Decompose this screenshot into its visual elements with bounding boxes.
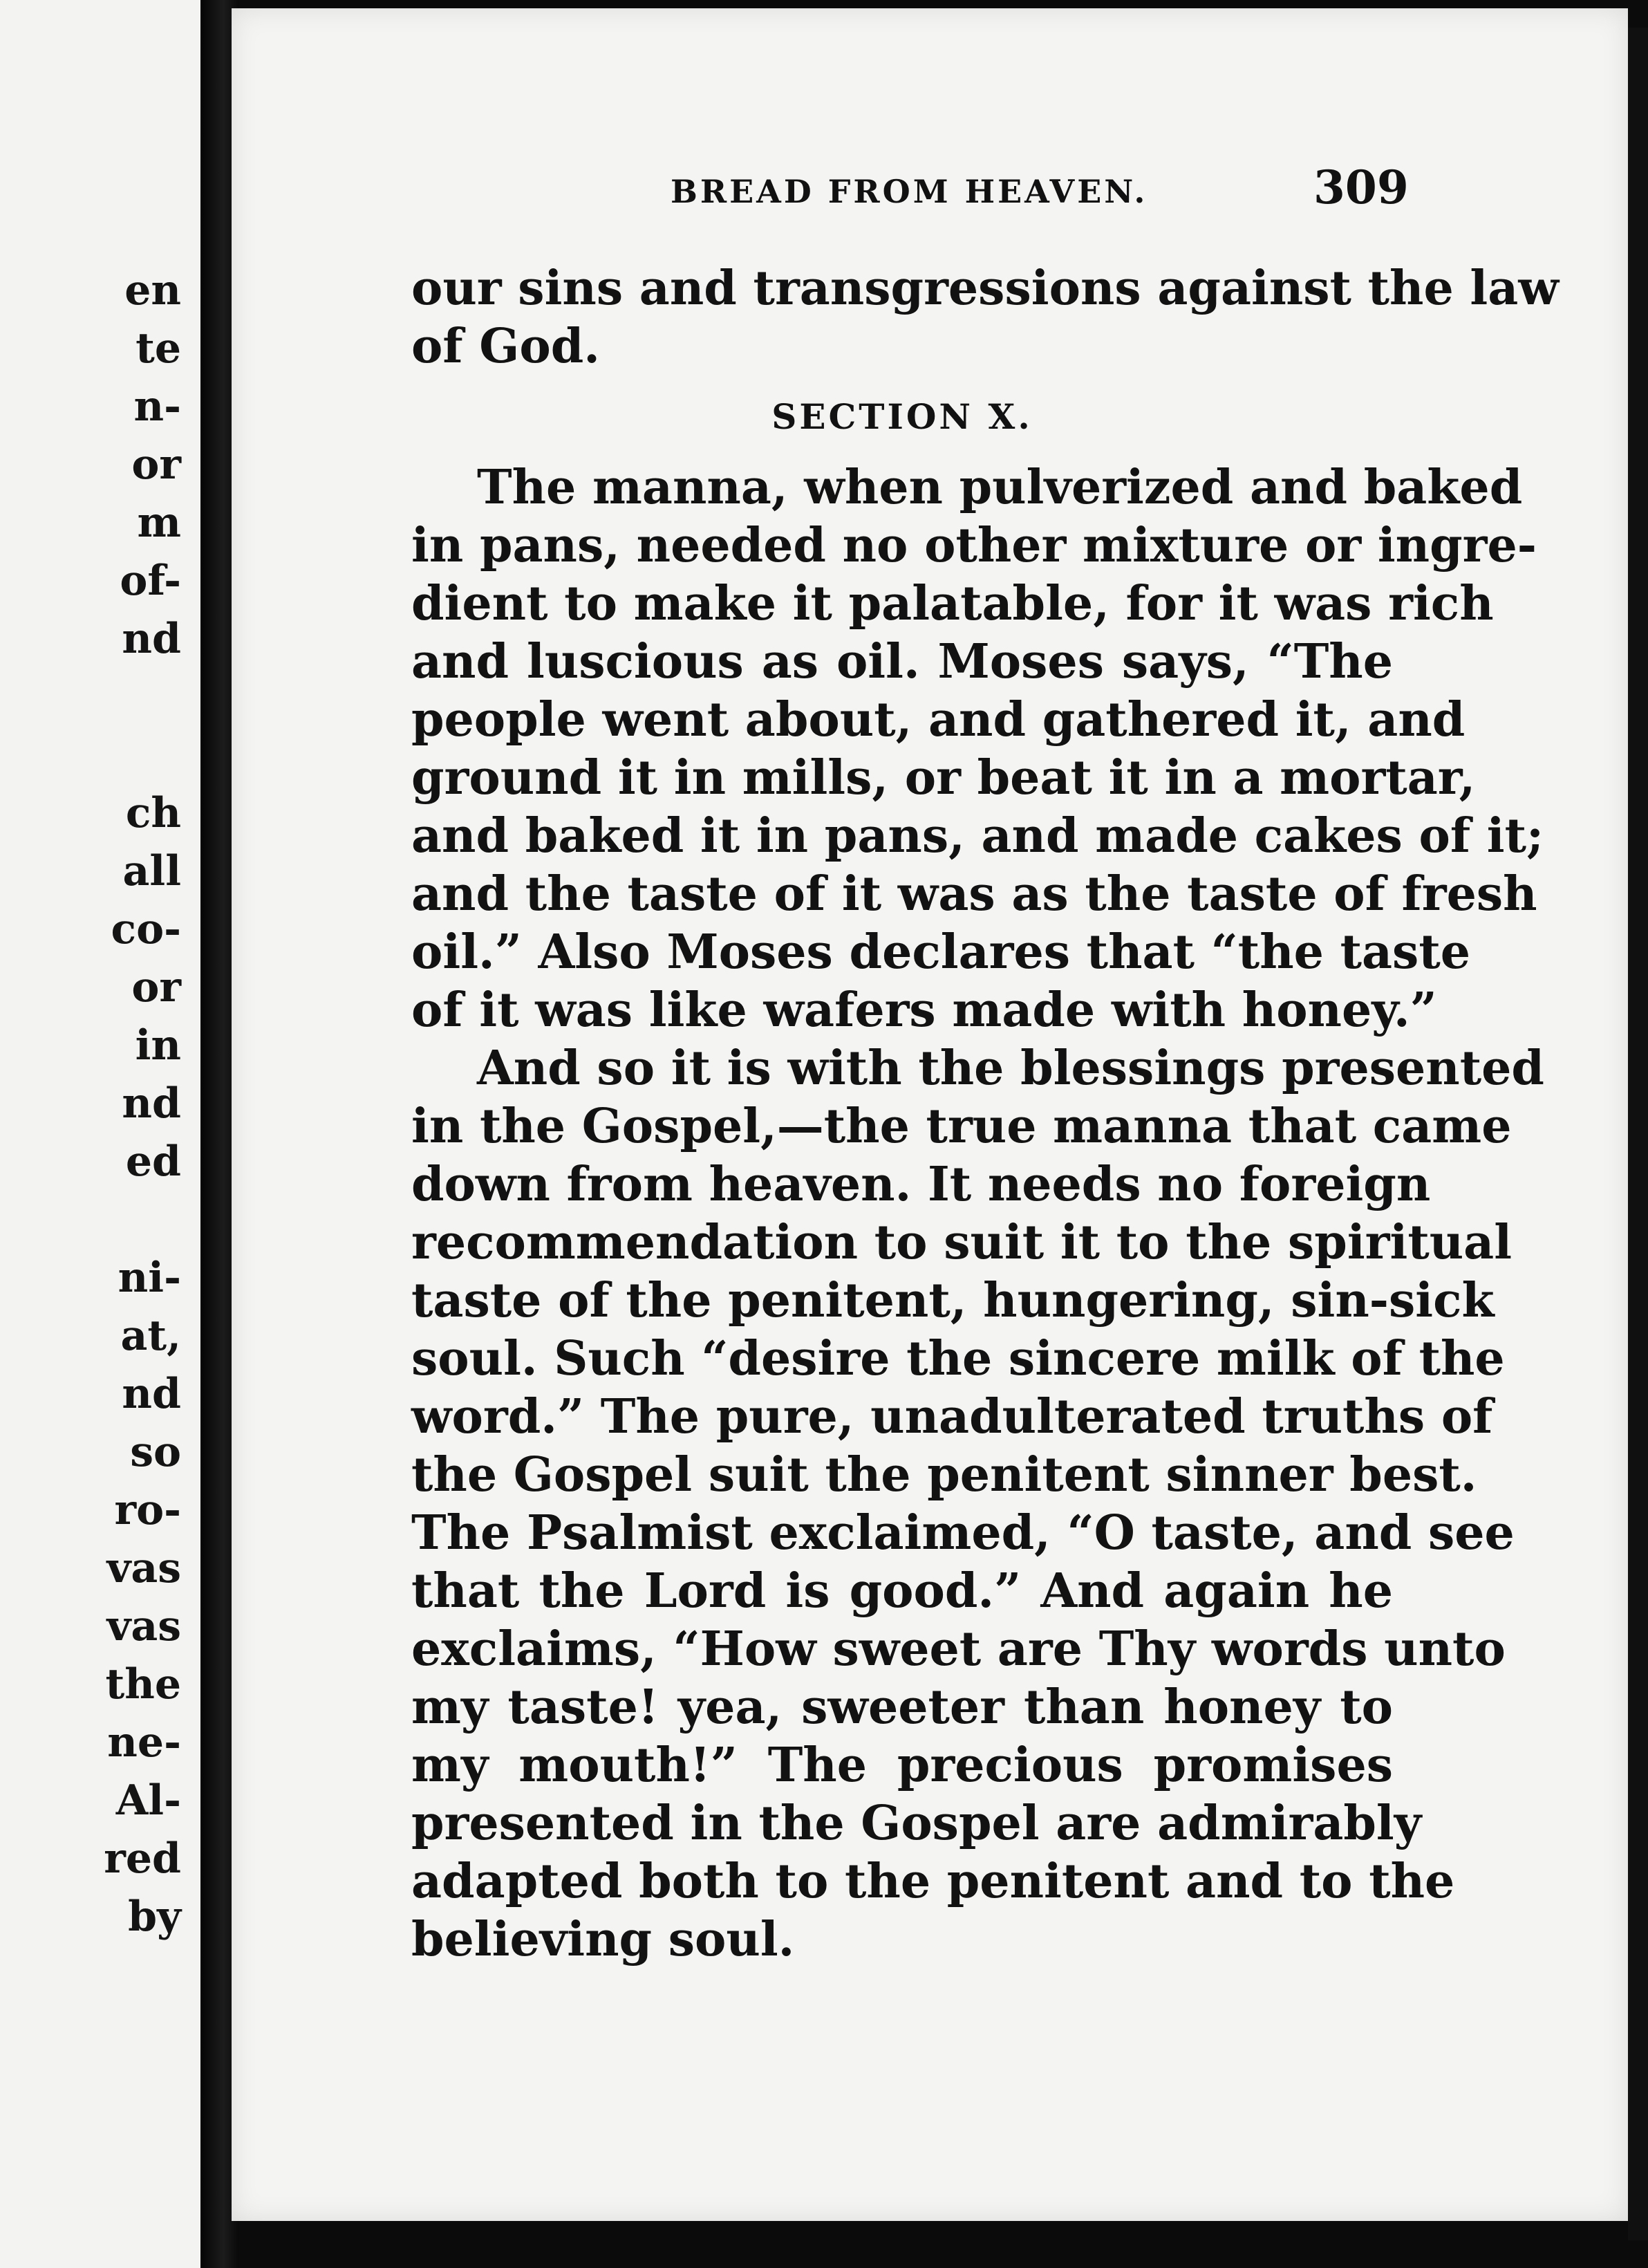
facing-page-fragment: nd [122,1079,181,1128]
facing-page-fragment: nd [122,1370,181,1418]
facing-page-fragment: all [122,847,181,895]
text-line: and the taste of it was as the taste of fresh [411,866,1537,922]
page-header [442,160,1410,223]
text-line: in the Gospel,—the true manna that came [411,1099,1512,1154]
text-line: recommendation to suit it to the spiritual [411,1215,1513,1270]
text-line: The Psalmist exclaimed, “O taste, and see [411,1505,1515,1561]
facing-page-fragment: n- [133,382,181,431]
facing-page-fragment: vas [106,1544,181,1592]
facing-page-fragment: m [137,499,181,547]
text-line: exclaims, “How sweet are Thy words unto [411,1621,1506,1677]
facing-page-fragment: the [105,1660,181,1709]
text-line: word.” The pure, unadulterated truths of [411,1389,1493,1444]
facing-page-fragment: at, [120,1312,181,1360]
facing-page-fragment: of- [120,557,181,605]
facing-page-fragment: ro- [114,1486,181,1534]
facing-page-fragment: nd [122,615,181,663]
facing-page-fragment: ne- [107,1718,181,1767]
facing-page-fragment: so [130,1428,181,1476]
text-line: people went about, and gathered it, and [411,692,1466,747]
text-line: my taste! yea, sweeter than honey to [411,1680,1393,1735]
facing-page-fragment: en [124,266,181,315]
text-line: my mouth!” The precious promises [411,1738,1393,1793]
facing-page-fragment: ed [125,1137,181,1186]
text-line: soul. Such “desire the sincere milk of the [411,1331,1505,1386]
text-line: and baked it in pans, and made cakes of it; [411,808,1544,864]
text-line: and luscious as oil. Moses says, “The [411,634,1393,689]
facing-page-fragment: vas [106,1602,181,1651]
text-line: believing soul. [411,1912,795,1967]
text-line: down from heaven. It needs no foreign [411,1157,1431,1212]
text-line: oil.” Also Moses declares that “the taste [411,924,1470,980]
page-number: 309 [1313,160,1409,214]
text-line: the Gospel suit the penitent sinner best. [411,1447,1477,1503]
facing-page-fragment: ch [125,789,181,837]
text-line: presented in the Gospel are admirably [411,1796,1422,1851]
facing-page [0,0,213,2268]
text-line: The manna, when pulverized and baked [477,460,1523,515]
section-heading: SECTION X. [771,396,1033,437]
facing-page-fragment: co- [111,905,181,954]
text-line: that the Lord is good.” And again he [411,1563,1393,1619]
facing-page-fragment: by [128,1893,181,1941]
text-line: dient to make it palatable, for it was rich [411,576,1494,631]
text-line: of God. [411,319,600,374]
facing-page-fragment: in [135,1021,181,1070]
facing-page-fragment: ni- [118,1254,181,1302]
running-title: BREAD FROM HEAVEN. [671,173,1148,210]
text-line: of it was like wafers made with honey.” [411,983,1437,1038]
facing-page-fragment: or [131,440,181,489]
body-text [411,259,1559,1969]
facing-page-fragment: Al- [115,1776,181,1825]
facing-page-fragment: te [135,324,181,373]
paragraph-2 [411,1039,1544,1969]
page-edge [1628,28,1648,2240]
text-line: And so it is with the blessings presented [477,1041,1544,1096]
text-line: taste of the penitent, hungering, sin-sick [411,1273,1495,1328]
facing-page-fragment: red [104,1834,181,1883]
text-line: our sins and transgressions against the law [411,261,1559,316]
text-line: adapted both to the penitent and to the [411,1854,1455,1909]
text-line: in pans, needed no other mixture or ingre- [411,518,1537,573]
paragraph-1 [411,458,1544,1039]
text-line: ground it in mills, or beat it in a mortar, [411,750,1476,806]
facing-page-fragment: or [131,963,181,1012]
